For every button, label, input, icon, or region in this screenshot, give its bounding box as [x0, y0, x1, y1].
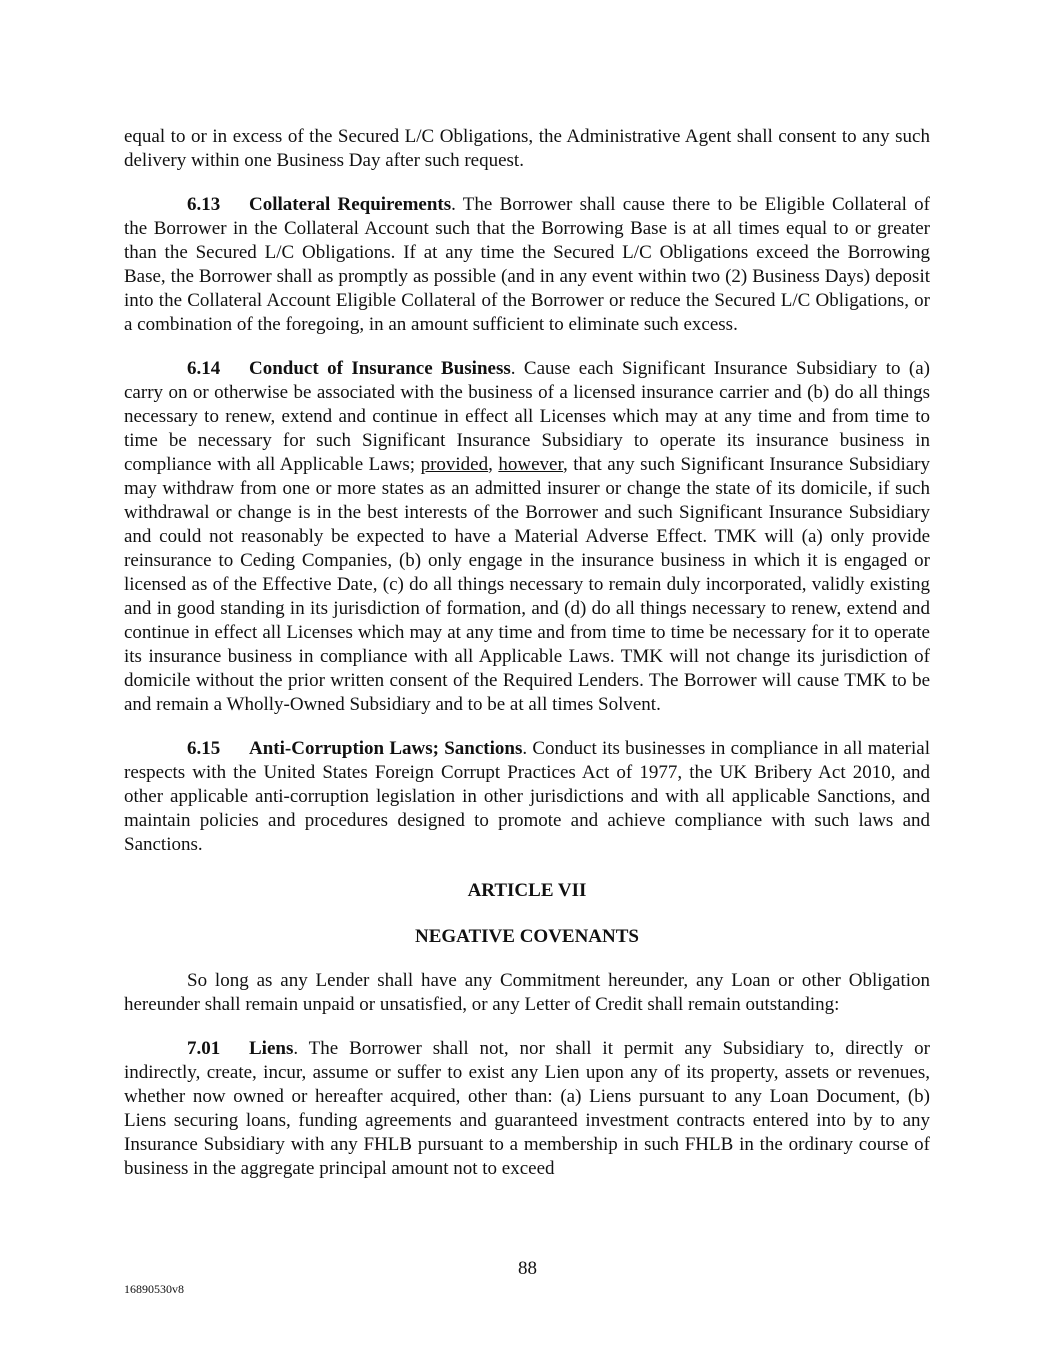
section-text: . The Borrower shall not, nor shall it permit any Subsidiary to, directly or indirectly, create, incur, assume or suffer to exist any Lien upon any of its property, assets or revenues, whether now owned or hereafter acquired, other than: (a) Liens pursuant to any Loan Document, (b) Liens securing loans, funding agreements and guaranteed investment contracts entered into by to any Insurance Subsidiary with any FHLB pursuant to a membership in such FHLB in the ordinary course of business in the aggregate principal amount not to exceed: [124, 1038, 930, 1179]
section-text: . Cause each Significant Insurance Subsidiary to (a) carry on or otherwise be associated with the business of a licensed insurance carrier and (b) do all things necessary to renew, extend and continue in effect all Licenses which may at any time and from time to time be necessary for such Significant Insurance Subsidiary to operate its insurance business in compliance with all Applicable Laws;: [124, 358, 930, 475]
section-6-15: [124, 737, 930, 857]
document-page: [124, 125, 930, 1181]
section-6-14: [124, 357, 930, 717]
section-heading: Collateral Requirements: [249, 194, 452, 215]
however-term: however: [498, 454, 564, 475]
section-text: . The Borrower shall cause there to be Eligible Collateral of the Borrower in the Collateral Account such that the Borrowing Base is at all times equal to or greater than the Secured L/C Obligations. If at any time the Secured L/C Obligations exceed the Borrowing Base, the Borrower shall as promptly as possible (and in any event within two (2) Business Days) deposit into the Collateral Account Eligible Collateral of the Borrower or reduce the Secured L/C Obligations, or a combination of the foregoing, in an amount sufficient to eliminate such excess.: [124, 194, 930, 335]
article-intro: So long as any Lender shall have any Commitment hereunder, any Loan or other Obligation hereunder shall remain unpaid or unsatisfied, or any Letter of Credit shall remain outstanding:: [124, 970, 930, 1015]
section-heading: Liens: [249, 1038, 294, 1059]
continuation-paragraph: equal to or in excess of the Secured L/C Obligations, the Administrative Agent shall consent to any such delivery within one Business Day after such request.: [124, 126, 930, 171]
section-number: 6.13: [187, 194, 221, 215]
section-number: 6.14: [187, 358, 221, 379]
section-7-01: [124, 1037, 930, 1181]
page-number: 88: [518, 1258, 537, 1279]
section-text-continued: , that any such Significant Insurance Subsidiary may withdraw from one or more states as an admitted insurer or change the state of its domicile, if such withdrawal or change is in the best interests of the Borrower and such Significant Insurance Subsidiary and could not reasonably be expected to have a Material Adverse Effect. TMK will (a) only provide reinsurance to Ceding Companies, (b) only engage in the insurance business in which it is engaged or licensed as of the Effective Date, (c) do all things necessary to remain duly incorporated, validly existing and in good standing in its jurisdiction of formation, and (d) do all things necessary to renew, extend and continue in effect all Licenses which may at any time and from time to time be necessary for it to operate its insurance business in compliance with all Applicable Laws. TMK will not change its jurisdiction of domicile without the prior written consent of the Required Lenders. The Borrower will cause TMK to be and remain a Wholly-Owned Subsidiary and to be at all times Solvent.: [124, 454, 930, 715]
article-subtitle: NEGATIVE COVENANTS: [415, 926, 639, 947]
article-title: ARTICLE VII: [467, 880, 587, 901]
section-6-13: [124, 193, 930, 337]
section-number: 7.01: [187, 1038, 221, 1059]
document-id: 16890530v8: [124, 1282, 184, 1296]
section-text: . Conduct its businesses in compliance in all material respects with the United States Foreign Corrupt Practices Act of 1977, the UK Bribery Act 2010, and other applicable anti-corruption legislation in other jurisdictions and with all applicable Sanctions, and maintain policies and procedures designed to promote and achieve compliance with such laws and Sanctions.: [124, 738, 930, 855]
section-heading: Anti-Corruption Laws; Sanctions: [249, 738, 523, 759]
section-number: 6.15: [187, 738, 221, 759]
section-heading: Conduct of Insurance Business: [249, 358, 511, 379]
comma: ,: [488, 454, 499, 475]
provided-term: provided: [420, 454, 489, 475]
